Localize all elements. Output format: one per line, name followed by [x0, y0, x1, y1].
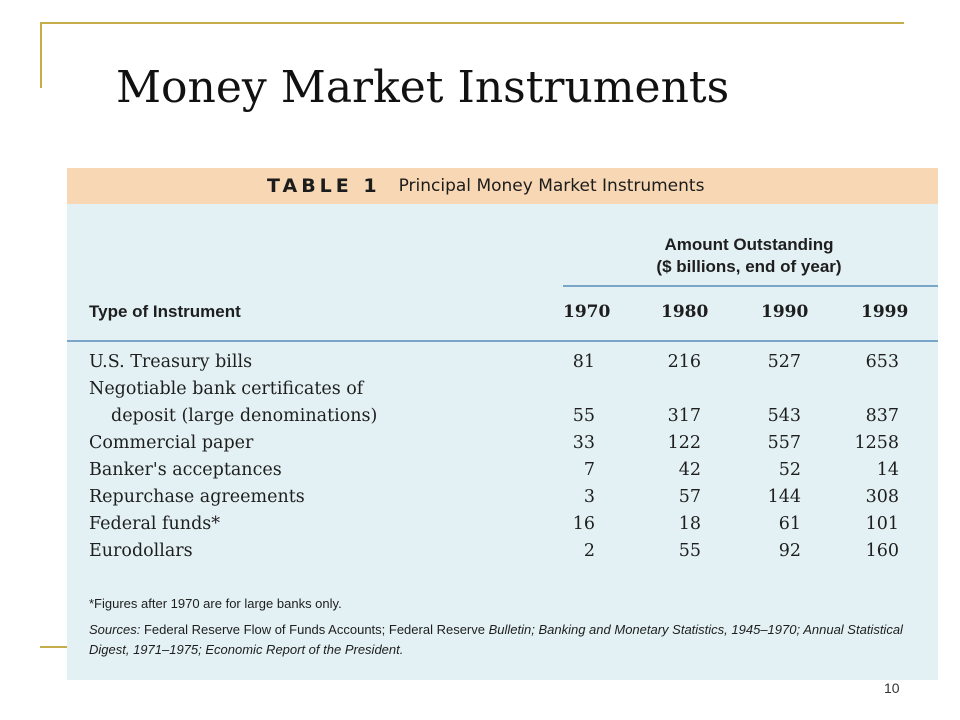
cell-commercial-paper-1970: 33 — [572, 433, 595, 453]
cell-negotiable-cds-1990: 543 — [767, 406, 801, 426]
row-label-commercial-paper: Commercial paper — [89, 433, 254, 453]
table-caption-text: Principal Money Market Instruments — [398, 176, 705, 196]
row-label-bankers-acceptances: Banker's acceptances — [89, 460, 282, 480]
frame-line-left — [40, 22, 42, 88]
amount-heading-rule — [563, 285, 938, 287]
year-header-1999: 1999 — [861, 302, 909, 322]
cell-bankers-acceptances-1980: 42 — [678, 460, 701, 480]
amount-heading-line2: ($ billions, end of year) — [656, 257, 842, 276]
sources-label: Sources: — [89, 622, 141, 637]
cell-eurodollars-1999: 160 — [865, 541, 899, 561]
cell-commercial-paper-1990: 557 — [767, 433, 801, 453]
year-header-1980: 1980 — [661, 302, 709, 322]
table-caption-label: TABLE 1 — [267, 175, 381, 197]
cell-bankers-acceptances-1999: 14 — [876, 460, 899, 480]
cell-negotiable-cds-1970: 55 — [572, 406, 595, 426]
row-label-negotiable-cds-cont: deposit (large denominations) — [111, 406, 378, 426]
sources-publications: Bulletin; Banking and Monetary Statistics, 1945–1970; Annual Statistical Digest, 1971–1975; Economic Report of the President. — [89, 622, 903, 657]
type-of-instrument-header: Type of Instrument — [89, 302, 241, 321]
slide-title: Money Market Instruments — [116, 62, 730, 113]
cell-treasury-bills-1990: 527 — [767, 352, 801, 372]
cell-negotiable-cds-1980: 317 — [667, 406, 701, 426]
cell-bankers-acceptances-1990: 52 — [778, 460, 801, 480]
year-header-1970: 1970 — [563, 302, 611, 322]
cell-federal-funds-1970: 16 — [572, 514, 595, 534]
cell-federal-funds-1990: 61 — [778, 514, 801, 534]
row-label-negotiable-cds: Negotiable bank certificates of — [89, 379, 364, 399]
cell-repurchase-agreements-1999: 308 — [865, 487, 899, 507]
cell-eurodollars-1980: 55 — [678, 541, 701, 561]
year-header-1990: 1990 — [761, 302, 809, 322]
sources-text: Federal Reserve Flow of Funds Accounts; Federal Reserve — [143, 622, 485, 637]
row-label-treasury-bills: U.S. Treasury bills — [89, 352, 253, 372]
cell-repurchase-agreements-1990: 144 — [767, 487, 801, 507]
amount-outstanding-heading — [563, 234, 935, 278]
row-label-federal-funds: Federal funds* — [89, 514, 221, 534]
frame-line-top — [40, 22, 904, 24]
row-label-repurchase-agreements: Repurchase agreements — [89, 487, 305, 507]
cell-commercial-paper-1980: 122 — [667, 433, 701, 453]
cell-federal-funds-1980: 18 — [678, 514, 701, 534]
cell-eurodollars-1970: 2 — [583, 541, 595, 561]
cell-treasury-bills-1980: 216 — [667, 352, 701, 372]
table-caption-bar — [67, 168, 938, 204]
cell-federal-funds-1999: 101 — [865, 514, 899, 534]
page-number: 10 — [884, 680, 900, 696]
table-panel — [67, 168, 938, 680]
cell-treasury-bills-1999: 653 — [865, 352, 899, 372]
row-label-eurodollars: Eurodollars — [89, 541, 193, 561]
cell-bankers-acceptances-1970: 7 — [583, 460, 595, 480]
table-footnote: *Figures after 1970 are for large banks only. — [89, 596, 342, 611]
header-rule — [67, 340, 938, 342]
cell-negotiable-cds-1999: 837 — [865, 406, 899, 426]
frame-line-bottom — [40, 646, 70, 648]
cell-repurchase-agreements-1980: 57 — [678, 487, 701, 507]
cell-eurodollars-1990: 92 — [778, 541, 801, 561]
cell-treasury-bills-1970: 81 — [572, 352, 595, 372]
table-sources — [89, 620, 921, 660]
cell-commercial-paper-1999: 1258 — [854, 433, 899, 453]
amount-heading-line1: Amount Outstanding — [664, 235, 834, 254]
cell-repurchase-agreements-1970: 3 — [583, 487, 595, 507]
